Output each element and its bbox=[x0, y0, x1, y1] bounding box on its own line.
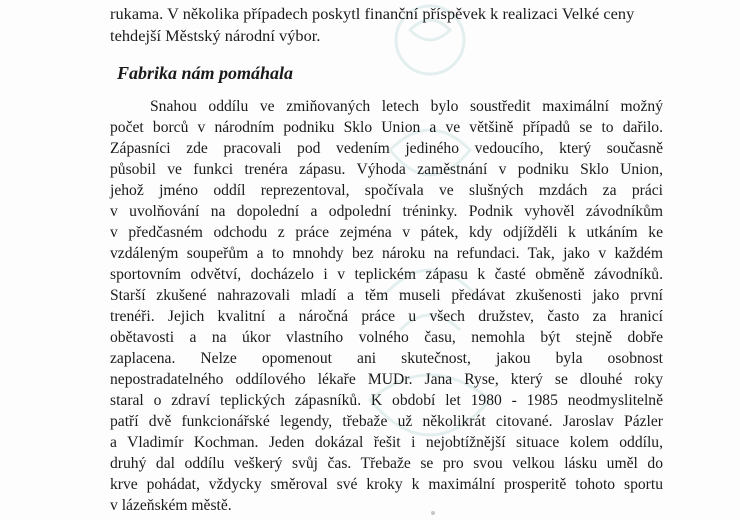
paragraph-line: a Vladimír Kochman. Jeden dokázal řešit i nejobtížnější situace kolem oddílu, bbox=[110, 434, 663, 451]
paragraph-line: trenéři. Jejich kvalitní a náročná práce u všech družstev, často za hranicí bbox=[110, 308, 663, 325]
paragraph-line: sportovním odvětví, docházelo i v teplickém zápasu k časté obměně závodníků. bbox=[110, 266, 663, 283]
scan-speck bbox=[431, 511, 435, 515]
paragraph-line: nepostradatelného oddílového lékaře MUDr. Jana Ryse, který se dlouhé roky bbox=[110, 371, 663, 388]
paragraph-line: obětavosti a na úkor vlastního volného času, nemohla být stejně dobře bbox=[110, 329, 663, 346]
paragraph-line: působil ve funkci trenéra zápasu. Výhoda zaměstnání v podniku Sklo Union, bbox=[110, 161, 663, 178]
paragraph-line: v lázeňském městě. bbox=[110, 497, 232, 514]
body-paragraph bbox=[110, 96, 663, 516]
paragraph-line: Starší zkušené nahrazovali mladí a těm museli předávat zkušenosti jako první bbox=[110, 287, 663, 304]
paragraph-line: jehož jméno oddíl reprezentoval, spočívala ve slušných mzdách za práci bbox=[110, 182, 663, 199]
paragraph-line: v uvolňování na dopolední a odpolední tréninky. Podnik vyhověl závodníkům bbox=[110, 203, 663, 220]
paragraph-line: patří dvě funkcionářské legendy, třebaže už několikrát citované. Jaroslav Pázler bbox=[110, 413, 663, 430]
paragraph-line: zaplacena. Nelze opomenout ani skutečnost, jakou byla osobnost bbox=[110, 350, 663, 367]
section-heading: Fabrika nám pomáhala bbox=[117, 63, 294, 83]
paragraph-line: v předčasném odchodu z práce zejména v pátek, kdy odjížděli k utkáním ke bbox=[110, 224, 663, 241]
paragraph-line: Snahou oddílu ve zmiňovaných letech bylo soustředit maximální možný bbox=[150, 98, 663, 115]
intro-line: tehdejší Městský národní výbor. bbox=[110, 26, 321, 45]
paragraph-line: počet borců v národním podniku Sklo Union a ve většině případů se to dařilo. bbox=[110, 119, 663, 136]
intro-line: rukama. V několika případech poskytl finanční příspěvek k realizaci Velké ceny bbox=[110, 4, 635, 23]
paragraph-line: staral o zdraví teplických zápasníků. K období let 1980 - 1985 neodmyslitelně bbox=[110, 392, 663, 409]
paragraph-line: Zápasníci zde pracovali pod vedením jediného vedoucího, který současně bbox=[110, 140, 663, 157]
paragraph-line: druhý dal oddílu veškerý svůj čas. Třebaže se pro svou velkou lásku uměl do bbox=[110, 455, 663, 472]
paragraph-line: krve pohádat, vždycky směroval své kroky k maximální prosperitě tohoto sportu bbox=[110, 476, 663, 493]
paragraph-line: vzdáleným soupeřům a to mnohdy bez nároku na refundaci. Tak, jako v každém bbox=[110, 245, 663, 262]
